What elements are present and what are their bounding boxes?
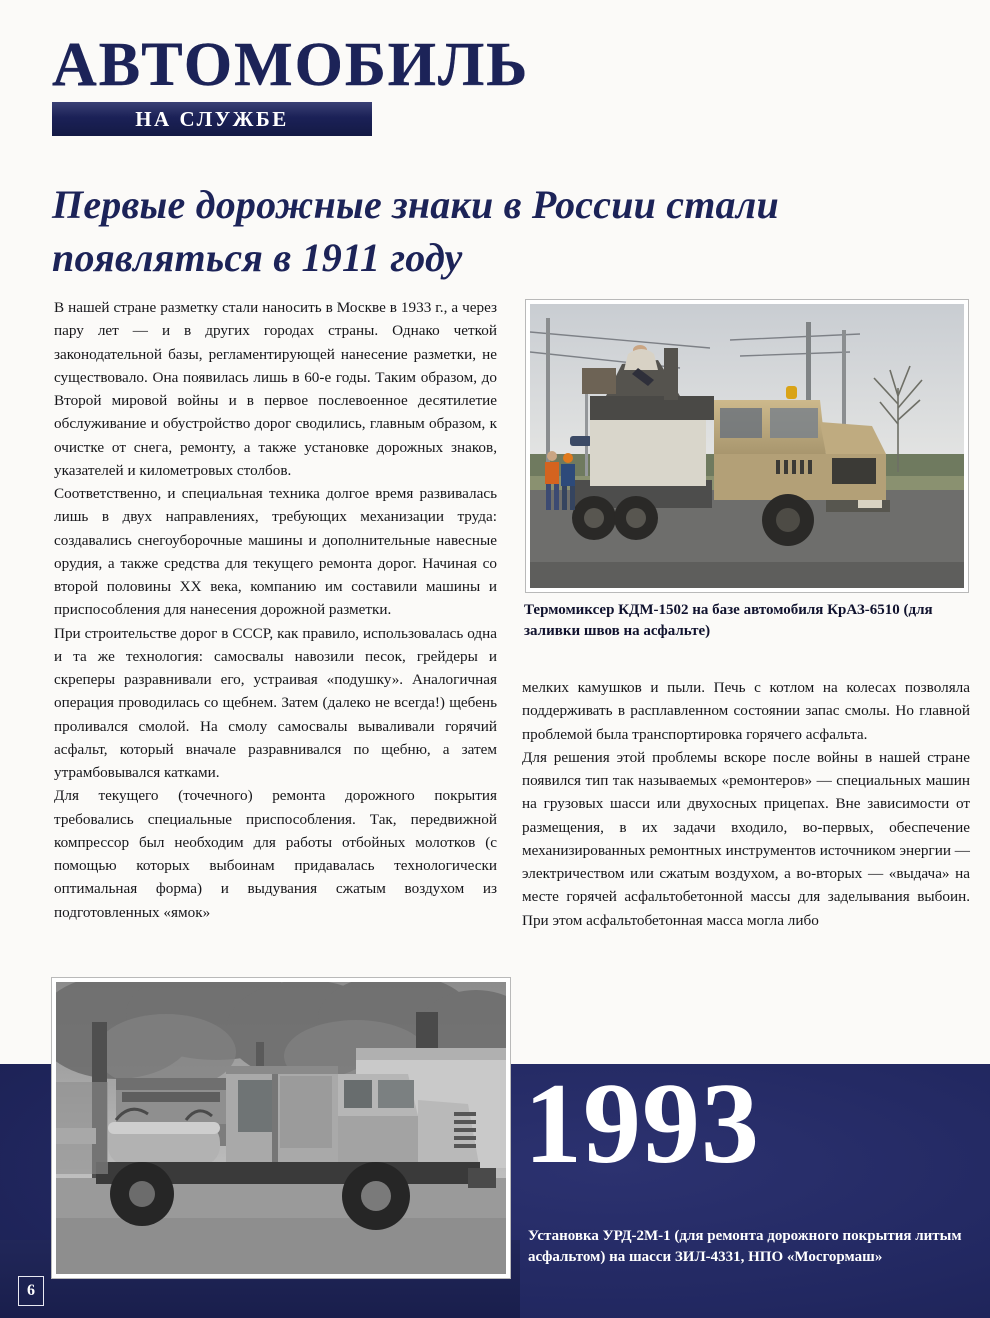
body-right-column (522, 676, 970, 932)
paragraph: Соответственно, и специальная техника долгое время развивалась лишь в двух направлениях, требующих механизации труда: создавались снегоуборочные машины и дополнительные навесные орудия, а также средства для текущего ремонта дорог. Начиная со второй половины XX века, компанию им составили машины и приспособления для нанесения дорожной разметки. (54, 485, 497, 619)
photo-illustration (530, 304, 964, 588)
paragraph: При строительстве дорог в СССР, как правило, использовалась одна и та же технология: самосвалы навозили песок, грейдеры и скреперы разравнивали его, устраивая «подушку». Аналогичная операция проводилась со щебнем. Затем (далеко не всегда!) щебень проливался смолой. На смолу самосвалы вываливали горячий асфальт, который вначале разравнивался по щебню, а затем утрамбовывался катками. (54, 624, 497, 781)
masthead (52, 31, 932, 136)
caption-top-photo: Термомиксер КДМ-1502 на базе автомобиля КрАЗ-6510 (для заливки швов на асфальте) (524, 602, 933, 639)
caption-bottom-photo: Установка УРД-2М-1 (для ремонта дорожного покрытия литым асфальтом) на шасси ЗИЛ-4331, НПО «Мосгормаш» (528, 1228, 962, 1265)
year-marker: 1993 (524, 1060, 760, 1188)
kraz-6510-thermomixer-photo (526, 300, 968, 592)
masthead-subtitle: НА СЛУЖБЕ (135, 106, 289, 131)
paragraph: В нашей стране разметку стали наносить в Москве в 1933 г., а через пару лет — и в других городах страны. Однако четкой законодательной базы, регламентирующей нанесение разметки, не существовало. Она появилась лишь в 60-е годы. Таким образом, до Второй мировой войны и в первое послевоенное десятилетие обслуживание и обустройство дорог сводились, главным образом, к очистке от снега, ремонту, а также установке дорожных знаков, указателей и километровых столбов. (54, 299, 497, 479)
masthead-subtitle-bar (52, 102, 372, 136)
article-headline: Первые дорожные знаки в России стали появляться в 1911 году (52, 181, 779, 280)
masthead-title: АВТОМОБИЛЬ (52, 31, 530, 99)
page-number: 6 (18, 1276, 44, 1306)
paragraph: Для решения этой проблемы вскоре после войны в нашей стране появился тип так называемых «ремонтеров» — специальных машин на грузовых шасси или двухосных прицепах. Вне зависимости от размещения, в их задачи входило, во-первых, обеспечение механизированных ремонтных инструментов источником энергии — электричеством или сжатым воздухом, а во-вторых — «выдача» на месте горячей асфальтобетонной массы для заделывания выбоин. При этом асфальтобетонная масса могла либо (522, 748, 970, 929)
photo-illustration (56, 982, 506, 1274)
zil-4331-urd-2m1-photo (52, 978, 510, 1278)
paragraph: мелких камушков и пыли. Печь с котлом на колесах позволяла поддерживать в расплавленном состоянии запас смолы. Но главной проблемой была транспортировка горячего асфальта. (522, 679, 970, 743)
body-left-column (54, 296, 497, 924)
paragraph: Для текущего (точечного) ремонта дорожного покрытия требовались специальные приспособления. Так, передвижной компрессор был необходим для работы отбойных молотков (с помощью которых выбоинам придавалась технологически оптимальная форма) и выдувания сжатым воздухом из подготовленных «ямок» (54, 787, 497, 921)
